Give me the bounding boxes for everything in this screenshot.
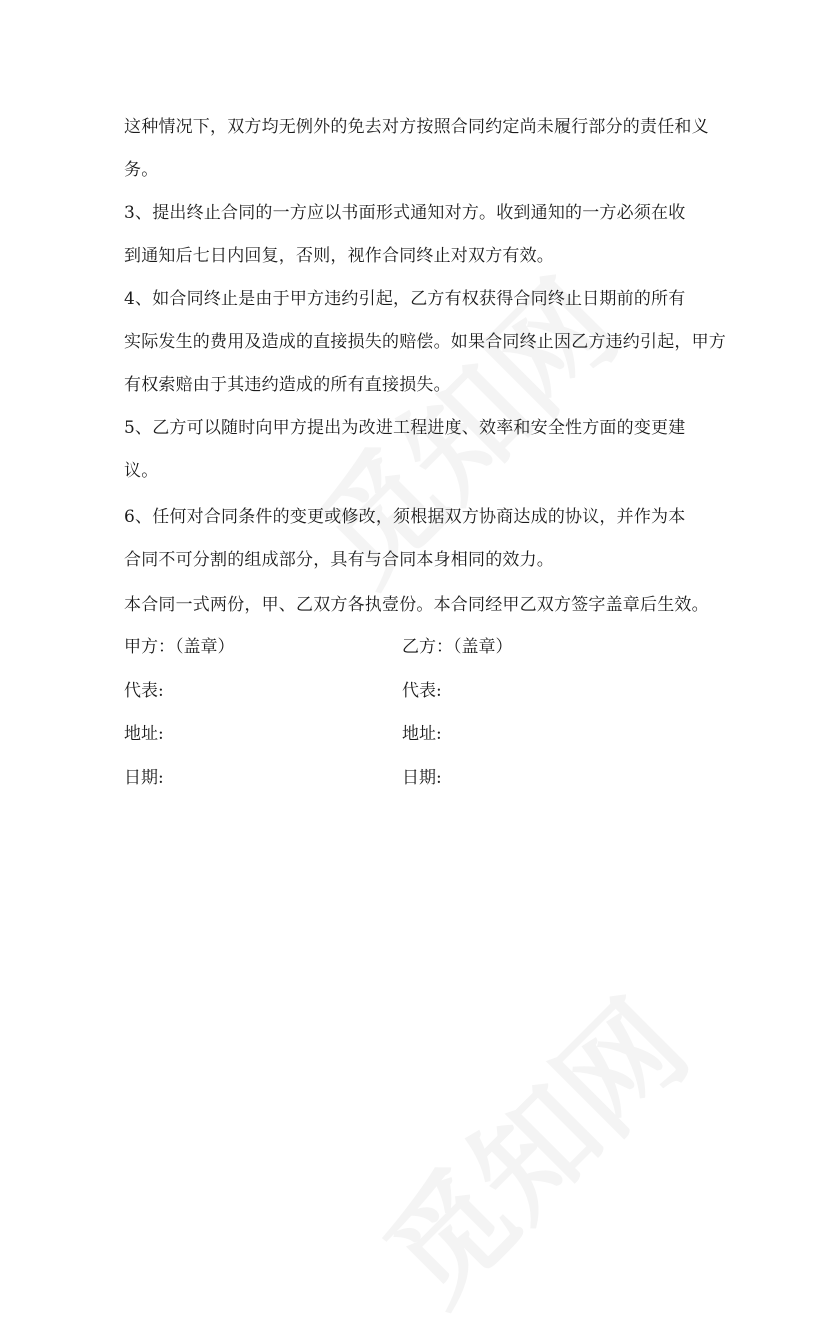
paragraph-line-7: 有权索赔由于其违约造成的所有直接损失。 <box>124 375 451 395</box>
party-a-title: 甲方：（盖章） <box>124 637 235 657</box>
party-b-title: 乙方：（盖章） <box>402 637 513 657</box>
party-b-address: 地址: <box>402 724 442 744</box>
paragraph-line-12: 本合同一式两份，甲、乙双方各执壹份。本合同经甲乙双方签字盖章后生效。 <box>124 595 709 615</box>
paragraph-line-1: 这种情况下，双方均无例外的免去对方按照合同约定尚未履行部分的责任和义 <box>124 117 709 137</box>
party-a-address: 地址: <box>124 724 164 744</box>
party-b-date: 日期: <box>402 768 442 788</box>
paragraph-line-9: 议。 <box>124 461 159 481</box>
paragraph-line-6: 实际发生的费用及造成的直接损失的赔偿。如果合同终止因乙方违约引起，甲方 <box>124 332 726 352</box>
paragraph-line-4: 到通知后七日内回复，否则，视作合同终止对双方有效。 <box>124 246 554 266</box>
paragraph-line-8: 5、乙方可以随时向甲方提出为改进工程进度、效率和安全性方面的变更建 <box>124 418 686 438</box>
party-a-representative: 代表: <box>124 681 164 701</box>
paragraph-line-10: 6、任何对合同条件的变更或修改，须根据双方协商达成的协议，并作为本 <box>124 507 686 527</box>
paragraph-line-3: 3、提出终止合同的一方应以书面形式通知对方。收到通知的一方必须在收 <box>124 203 686 223</box>
party-b-representative: 代表: <box>402 681 442 701</box>
paragraph-line-2: 务。 <box>124 160 159 180</box>
paragraph-line-11: 合同不可分割的组成部分，具有与合同本身相同的效力。 <box>124 550 554 570</box>
party-a-date: 日期: <box>124 768 164 788</box>
watermark-bottom <box>342 958 718 1334</box>
paragraph-line-5: 4、如合同终止是由于甲方违约引起，乙方有权获得合同终止日期前的所有 <box>124 289 686 309</box>
